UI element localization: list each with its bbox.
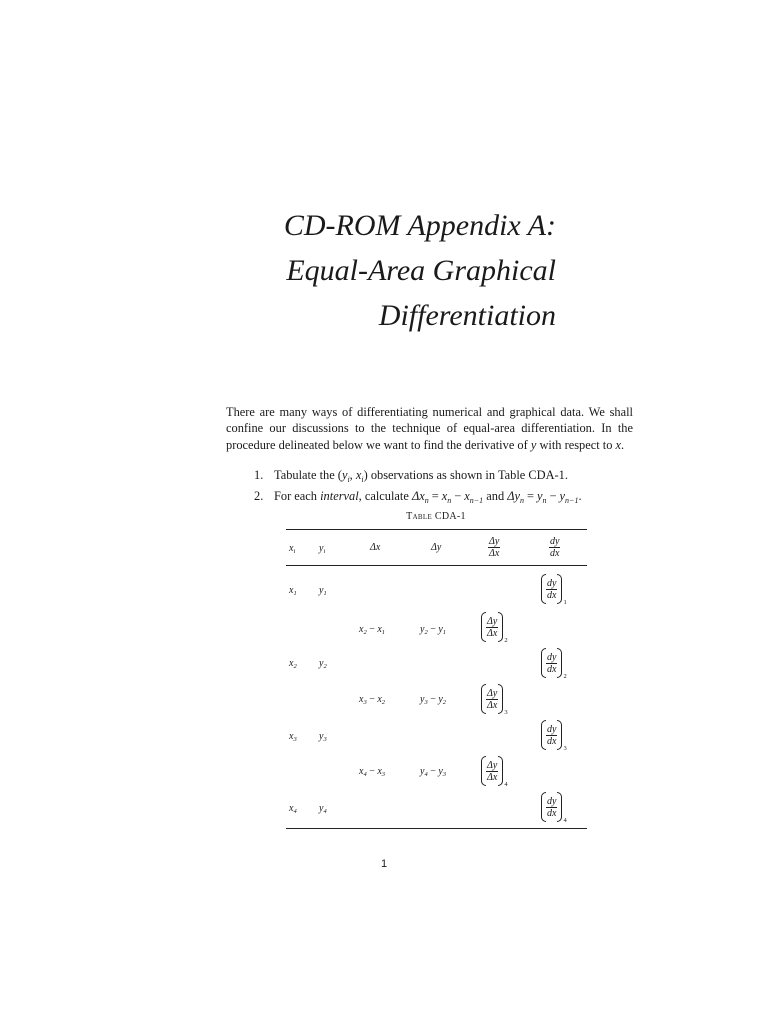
math-var: x (359, 624, 364, 635)
math-var: Δy (431, 542, 442, 553)
intro-text-1: There are many ways of differentiating numerical and graphical data. We shall confine our discussions to the technique of equal-area differentiation. In the procedure delineated below we want to find the derivative of (226, 405, 633, 452)
intro-var-y: y (530, 437, 537, 452)
cell-dy (420, 694, 446, 706)
math-sub: n (424, 496, 429, 506)
frac-numerator: Δy (487, 687, 498, 699)
math-var: x (377, 694, 382, 705)
math-sub: i (323, 548, 326, 555)
math-sub: 3 (442, 771, 447, 778)
frac-denominator: dx (547, 735, 557, 747)
math-var: x (377, 624, 382, 635)
math-var: Δx (370, 542, 381, 553)
step-text: , calculate (358, 489, 412, 504)
title-line-2: Equal-Area Graphical (286, 254, 556, 287)
right-paren (498, 756, 503, 786)
right-paren (498, 684, 503, 714)
intro-text-2: with respect to (536, 437, 616, 452)
math-sub: 2 (442, 699, 447, 706)
frac-denominator: dx (547, 663, 557, 675)
right-paren (557, 574, 562, 604)
math-op: − (369, 694, 375, 705)
intro-var-x: x (615, 437, 621, 452)
math-var: y (319, 803, 324, 814)
math-sub: 4 (424, 771, 428, 778)
emphasis-interval: interval (320, 489, 359, 504)
right-paren (557, 720, 562, 750)
cell-x (289, 731, 297, 743)
math-sub: 3 (293, 736, 297, 743)
step-1 (254, 467, 674, 488)
header-derivative (549, 536, 560, 559)
cell-dx (359, 766, 385, 778)
table-caption: Table CDA-1 (406, 511, 466, 522)
intro-text-3: . (621, 437, 625, 452)
math-sub: 3 (363, 699, 367, 706)
header-yi (319, 543, 325, 555)
math-var: y (319, 543, 324, 554)
cell-x (289, 803, 297, 815)
cell-derivative (541, 792, 567, 822)
frac-numerator: dy (550, 536, 560, 547)
table-header-rule (286, 565, 587, 566)
right-paren (557, 792, 562, 822)
frac-denominator: Δx (487, 699, 498, 711)
math-var: x (289, 543, 294, 554)
title-line-1: CD-ROM Appendix A: (283, 209, 556, 242)
math-var: y (438, 624, 443, 635)
step-text: Tabulate the ( (274, 468, 342, 482)
cell-y (319, 585, 327, 597)
math-var: x (289, 803, 294, 814)
cell-dy (420, 766, 446, 778)
frac-denominator: dx (550, 548, 560, 559)
frac-denominator: Δx (487, 627, 498, 639)
math-sub: 3 (424, 699, 428, 706)
math-sub: 1 (381, 629, 386, 636)
frac-denominator: dx (547, 589, 557, 601)
math-sub: 2 (323, 663, 327, 670)
math-sub: 4 (563, 817, 567, 824)
right-paren (557, 648, 562, 678)
math-var: x (464, 489, 470, 504)
cell-x (289, 585, 297, 597)
title-line-3: Differentiation (378, 299, 556, 332)
math-op: = (431, 489, 439, 504)
math-op: − (369, 624, 375, 635)
math-sub: 2 (363, 629, 367, 636)
math-op: − (549, 489, 557, 504)
header-dx (370, 542, 380, 553)
math-sub: 4 (293, 808, 297, 815)
cell-delta-ratio (481, 756, 508, 786)
math-sub: 2 (293, 663, 297, 670)
cell-delta-ratio (481, 612, 508, 642)
math-var: x (355, 468, 362, 482)
math-var: y (559, 489, 566, 504)
math-var: y (319, 731, 324, 742)
math-sub: 4 (323, 808, 327, 815)
cell-derivative (541, 574, 567, 604)
step-2 (254, 488, 674, 509)
math-sub: 3 (323, 736, 327, 743)
table-top-rule (286, 529, 587, 530)
math-sub: n (520, 496, 525, 506)
cell-dy (420, 624, 446, 636)
math-var: y (319, 658, 324, 669)
frac-numerator: Δy (487, 759, 498, 771)
table-bottom-rule (286, 828, 587, 829)
math-var: Δy (507, 489, 521, 504)
frac-numerator: dy (547, 651, 557, 663)
math-op: − (369, 766, 375, 777)
math-sub: i (361, 475, 364, 484)
math-sub: 1 (293, 590, 297, 597)
math-sub: 2 (424, 629, 428, 636)
cell-derivative (541, 720, 567, 750)
step-number: 2. (254, 489, 264, 504)
math-sub: 3 (381, 771, 386, 778)
step-text: . (578, 489, 582, 504)
cell-x (289, 658, 297, 670)
cell-y (319, 731, 327, 743)
step-text: For each (274, 489, 321, 504)
right-paren (498, 612, 503, 642)
math-sub: 4 (363, 771, 367, 778)
step-text: and (483, 489, 508, 504)
page-number: 1 (380, 858, 388, 870)
math-var: y (420, 694, 425, 705)
math-var: y (420, 766, 425, 777)
math-op: − (454, 489, 462, 504)
cell-dx (359, 624, 385, 636)
cell-y (319, 658, 327, 670)
math-var: x (289, 585, 294, 596)
math-op: = (527, 489, 535, 504)
math-var: x (289, 658, 294, 669)
math-sub: i (347, 475, 350, 484)
frac-denominator: Δx (489, 548, 500, 559)
math-sub: 2 (504, 637, 508, 644)
math-sub: n−1 (469, 496, 484, 506)
math-sub: n (447, 496, 452, 506)
cell-dx (359, 694, 385, 706)
step-text: ) observations as shown in Table CDA-1. (363, 468, 568, 482)
math-var: y (438, 694, 443, 705)
math-var: y (438, 766, 443, 777)
math-var: y (319, 585, 324, 596)
cell-derivative (541, 648, 567, 678)
header-xi (289, 543, 295, 555)
math-sub: n (542, 496, 547, 506)
frac-numerator: Δy (487, 615, 498, 627)
cell-delta-ratio (481, 684, 508, 714)
math-var: x (359, 766, 364, 777)
math-var: y (341, 468, 348, 482)
frac-numerator: dy (547, 577, 557, 589)
math-sub: 1 (442, 629, 447, 636)
cell-y (319, 803, 327, 815)
math-sub: 3 (563, 745, 567, 752)
math-op: − (430, 766, 436, 777)
math-comma: , (349, 468, 356, 482)
math-op: − (430, 694, 436, 705)
header-dy (431, 542, 441, 553)
frac-numerator: Δy (489, 536, 500, 547)
step-number: 1. (254, 468, 264, 482)
math-sub: 1 (563, 599, 567, 606)
header-delta-ratio (488, 536, 500, 559)
intro-paragraph (226, 404, 633, 453)
math-var: x (377, 766, 382, 777)
math-op: − (430, 624, 436, 635)
frac-numerator: dy (547, 723, 557, 735)
math-sub: 2 (381, 699, 386, 706)
math-var: y (537, 489, 543, 504)
math-sub: 1 (323, 590, 327, 597)
frac-numerator: dy (547, 795, 557, 807)
frac-denominator: dx (547, 807, 557, 819)
math-sub: i (293, 548, 296, 555)
math-sub: n−1 (565, 496, 579, 506)
math-sub: 2 (563, 673, 567, 680)
math-var: y (420, 624, 425, 635)
math-sub: 4 (504, 781, 508, 788)
math-var: x (441, 489, 448, 504)
math-var: x (289, 731, 294, 742)
procedure-steps (254, 467, 674, 509)
frac-denominator: Δx (487, 771, 498, 783)
math-sub: 3 (504, 709, 508, 716)
math-var: Δx (411, 489, 425, 504)
chapter-title (200, 203, 556, 338)
math-var: x (359, 694, 364, 705)
